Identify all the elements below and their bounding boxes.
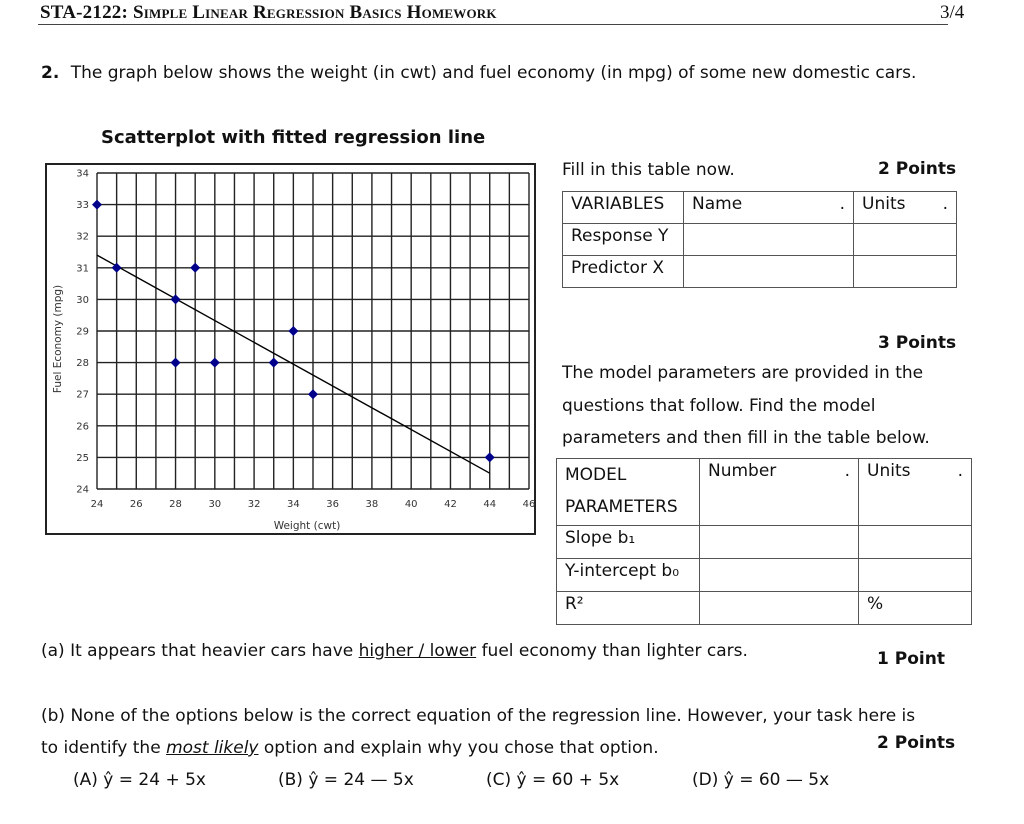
table-row (563, 224, 957, 256)
header-units-label: Units (867, 461, 911, 481)
r-squared-units-cell: % (859, 592, 972, 625)
y-tick-label: 32 (76, 231, 89, 243)
intercept-units-cell[interactable] (859, 559, 972, 592)
header-name (684, 192, 854, 224)
instruction-line: The model parameters are provided in the (562, 363, 924, 383)
question-number: 2. (41, 63, 60, 83)
data-point (171, 358, 181, 368)
part-a-points: 1 Point (877, 649, 945, 669)
table2-points: 3 Points (878, 333, 957, 353)
header-dot: . (942, 194, 948, 214)
model-parameters-table (556, 458, 972, 625)
header-number-label: Number (708, 461, 777, 481)
header-units-label: Units (862, 194, 906, 214)
data-point (190, 263, 200, 273)
table1-points: 2 Points (878, 159, 957, 179)
data-point (210, 358, 220, 368)
instruction-line: parameters and then fill in the table below. (562, 428, 930, 448)
data-point (92, 200, 102, 210)
question-2 (41, 63, 916, 83)
row-r-squared: R² (557, 592, 700, 625)
header-units (859, 459, 972, 526)
header-model: MODEL (565, 465, 627, 485)
y-tick-label: 34 (76, 168, 89, 180)
row-response-y: Response Y (563, 224, 684, 256)
slope-number-cell[interactable] (700, 526, 859, 559)
x-tick-label: 46 (522, 499, 536, 510)
row-slope: Slope b₁ (557, 526, 700, 559)
x-tick-label: 38 (365, 499, 379, 510)
r-squared-number-cell[interactable] (700, 592, 859, 625)
part-a-suffix: fuel economy than lighter cars. (476, 641, 748, 661)
part-b-points: 2 Points (877, 733, 956, 753)
row-predictor-x: Predictor X (563, 256, 684, 288)
y-tick-label: 33 (76, 200, 89, 212)
predictor-name-cell[interactable] (684, 256, 854, 288)
predictor-units-cell[interactable] (854, 256, 957, 288)
header-name-label: Name (692, 194, 743, 214)
y-tick-label: 24 (76, 484, 89, 496)
part-a (41, 641, 748, 661)
option-d[interactable]: (D) ŷ = 60 — 5x (692, 770, 830, 790)
x-tick-label: 28 (169, 499, 182, 510)
part-b-emphasis: most likely (166, 738, 259, 758)
header-dot: . (839, 194, 845, 214)
option-c[interactable]: (C) ŷ = 60 + 5x (486, 770, 620, 790)
table2-instructions (562, 357, 930, 455)
y-tick-label: 30 (76, 294, 89, 306)
table-row (557, 526, 972, 559)
x-tick-label: 36 (326, 499, 340, 510)
y-tick-label: 26 (76, 421, 89, 433)
table-row (557, 559, 972, 592)
part-b-line1: (b) None of the options below is the correct equation of the regression line. However, your task here is (41, 706, 916, 726)
header-units (854, 192, 957, 224)
header-parameters: PARAMETERS (565, 497, 678, 517)
x-tick-label: 26 (129, 499, 143, 510)
scatterplot (45, 163, 536, 535)
table1-intro: Fill in this table now. (562, 160, 735, 180)
data-point (485, 452, 495, 462)
y-tick-label: 25 (76, 452, 89, 464)
x-axis-label: Weight (cwt) (273, 520, 341, 532)
x-tick-label: 24 (90, 499, 104, 510)
header-number (700, 459, 859, 526)
x-tick-label: 42 (444, 499, 457, 510)
part-b-suffix: option and explain why you chose that option. (258, 738, 659, 758)
variables-table (562, 191, 957, 288)
intercept-number-cell[interactable] (700, 559, 859, 592)
page-number: 3/4 (940, 2, 965, 23)
data-point (171, 294, 181, 304)
x-tick-label: 34 (286, 499, 300, 510)
part-b-line2 (41, 738, 659, 758)
y-axis-label: Fuel Economy (mpg) (52, 284, 64, 394)
part-b-prefix: to identify the (41, 738, 167, 758)
y-tick-label: 27 (76, 389, 89, 401)
question-text: The graph below shows the weight (in cwt) and fuel economy (in mpg) of some new domestic cars. (70, 63, 917, 83)
x-tick-label: 32 (247, 499, 261, 510)
chart-title: Scatterplot with fitted regression line (101, 127, 486, 148)
table-row (563, 256, 957, 288)
option-b[interactable]: (B) ŷ = 24 — 5x (278, 770, 414, 790)
data-point (288, 326, 298, 336)
part-a-choice[interactable]: higher / lower (358, 641, 477, 661)
header-variables: VARIABLES (563, 192, 684, 224)
y-tick-label: 28 (76, 358, 89, 370)
x-tick-label: 40 (404, 499, 418, 510)
header-dot: . (957, 461, 963, 481)
part-a-prefix: (a) It appears that heavier cars have (41, 641, 359, 661)
page-header-title: STA-2122: Simple Linear Regression Basics Homework (40, 2, 497, 23)
table-row (563, 192, 957, 224)
table-row (557, 592, 972, 625)
data-point (269, 358, 279, 368)
response-units-cell[interactable] (854, 224, 957, 256)
y-tick-label: 29 (76, 326, 89, 338)
header-model-parameters (557, 459, 700, 526)
x-tick-label: 30 (208, 499, 222, 510)
response-name-cell[interactable] (684, 224, 854, 256)
row-intercept: Y-intercept b₀ (557, 559, 700, 592)
header-dot: . (844, 461, 850, 481)
x-tick-label: 44 (483, 499, 497, 510)
instruction-line: questions that follow. Find the model (562, 395, 876, 416)
option-a[interactable]: (A) ŷ = 24 + 5x (73, 770, 206, 790)
slope-units-cell[interactable] (859, 526, 972, 559)
header-divider (38, 24, 948, 25)
data-point (308, 389, 318, 399)
table-row (557, 459, 972, 526)
y-tick-label: 31 (76, 263, 89, 275)
